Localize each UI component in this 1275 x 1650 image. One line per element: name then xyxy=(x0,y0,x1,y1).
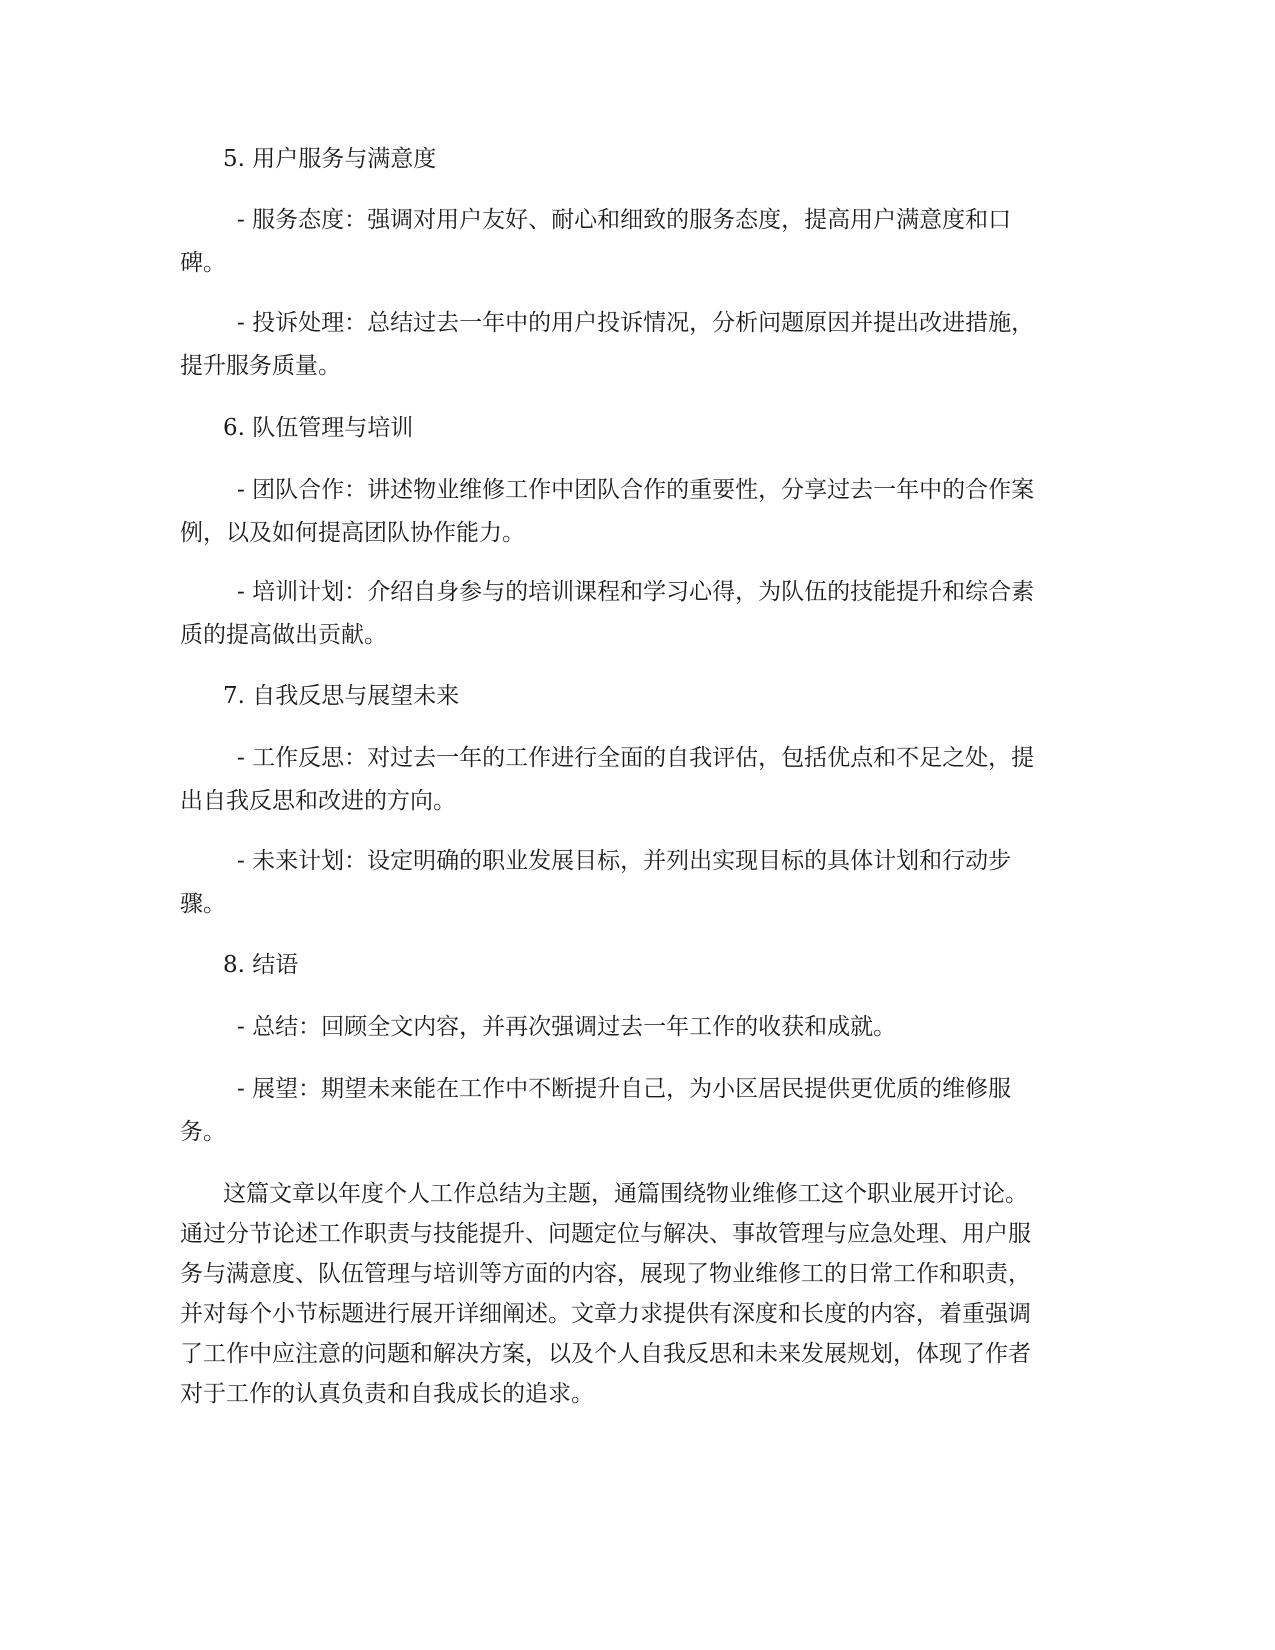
bullet-paragraph: - 总结：回顾全文内容，并再次强调过去一年工作的收获和成就。 xyxy=(237,1014,897,1040)
section-heading: 7. 自我反思与展望未来 xyxy=(223,683,460,709)
bullet-paragraph: - 团队合作：讲述物业维修工作中团队合作的重要性，分享过去一年中的合作案例，以及如何提高团队协作能力。 xyxy=(180,477,1035,546)
bullet-paragraph: - 培训计划：介绍自身参与的培训课程和学习心得，为队伍的技能提升和综合素质的提高做出贡献。 xyxy=(180,579,1035,648)
bullet-paragraph: - 投诉处理：总结过去一年中的用户投诉情况，分析问题原因并提出改进措施，提升服务质量。 xyxy=(180,310,1035,379)
bullet-paragraph: - 服务态度：强调对用户友好、耐心和细致的服务态度，提高用户满意度和口碑。 xyxy=(180,207,1012,276)
summary-paragraph: 这篇文章以年度个人工作总结为主题，通篇围绕物业维修工这个职业展开讨论。通过分节论述工作职责与技能提升、问题定位与解决、事故管理与应急处理、用户服务与满意度、队伍管理与培训等方面的内容，展现了物业维修工的日常工作和职责，并对每个小节标题进行展开详细阐述。文章力求提供有深度和长度的内容，着重强调了工作中应注意的问题和解决方案，以及个人自我反思和未来发展规划，体现了作者对于工作的认真负责和自我成长的追求。 xyxy=(180,1181,1031,1407)
section-heading: 5. 用户服务与满意度 xyxy=(223,146,437,172)
section-heading: 8. 结语 xyxy=(223,952,299,978)
bullet-paragraph: - 工作反思：对过去一年的工作进行全面的自我评估，包括优点和不足之处，提出自我反思和改进的方向。 xyxy=(180,745,1035,814)
bullet-paragraph: - 展望：期望未来能在工作中不断提升自己，为小区居民提供更优质的维修服务。 xyxy=(180,1076,1012,1145)
section-heading: 6. 队伍管理与培训 xyxy=(223,415,414,441)
bullet-paragraph: - 未来计划：设定明确的职业发展目标，并列出实现目标的具体计划和行动步骤。 xyxy=(180,848,1012,917)
